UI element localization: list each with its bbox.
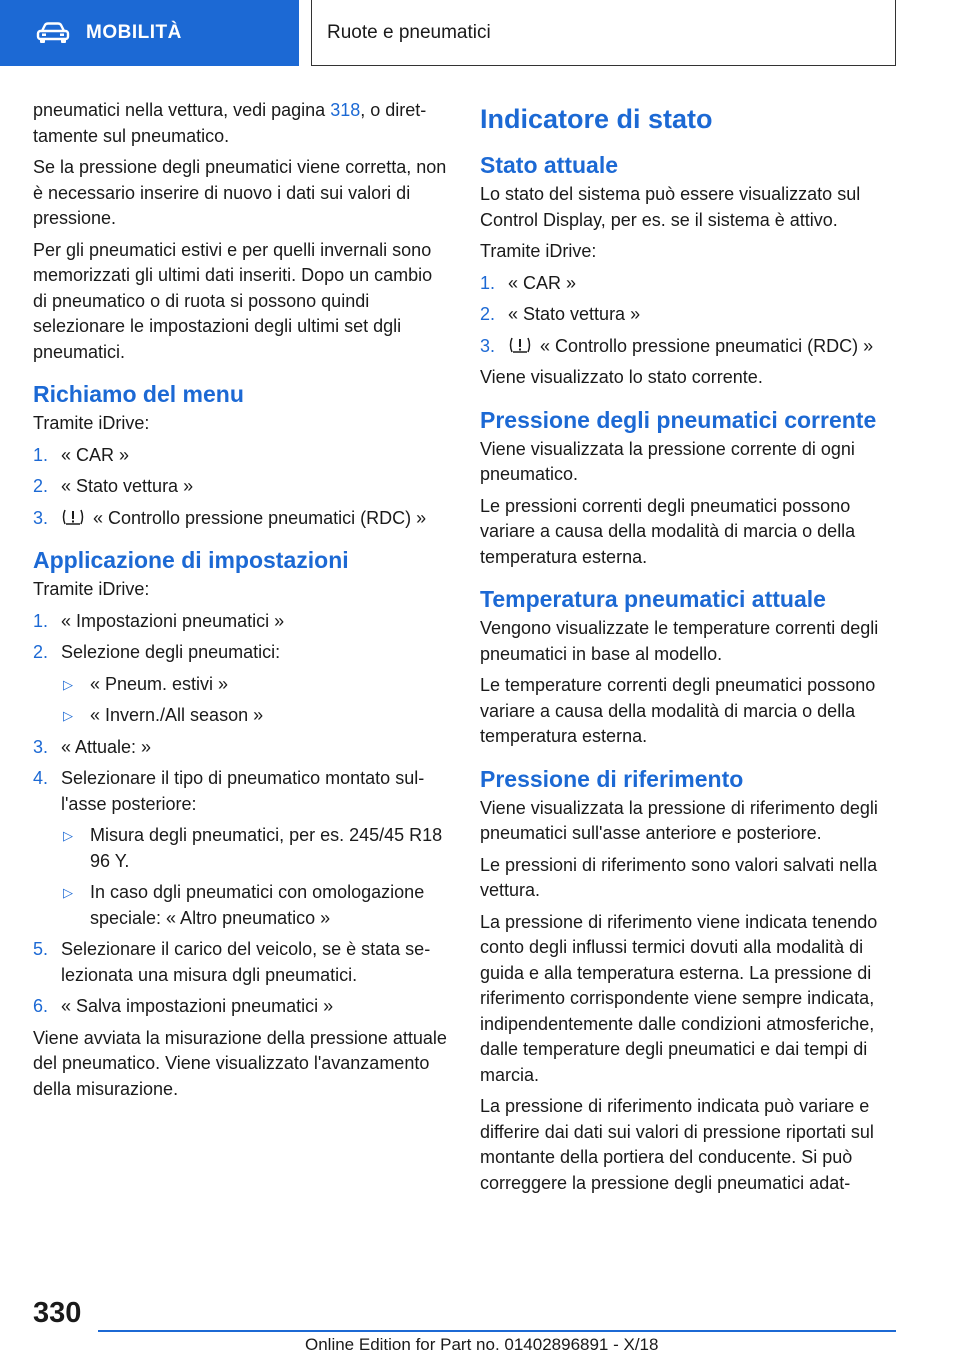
apply-steps — [33, 609, 448, 1020]
bullet-triangle-icon: ▷ — [63, 676, 73, 692]
list-item: 2. « Stato vettura » — [33, 476, 194, 496]
footer-divider — [98, 1330, 896, 1332]
page-number: 330 — [33, 1297, 82, 1329]
main-heading: Indicatore di stato — [480, 104, 713, 134]
list-item: 1. « CAR » — [480, 272, 577, 293]
menu-steps — [33, 443, 448, 532]
paragraph: Lo stato del sistema può essere visualizzato sul Control Display, per es. se il sistema è attivo. — [480, 184, 861, 230]
heading-temperature: Temperatura pneumatici attuale — [480, 586, 826, 612]
paragraph: Viene avviata la misurazione della pressione attuale del pneumatico. Viene visualizzato l'avanzamento della misurazione. — [33, 1027, 447, 1099]
bullet-triangle-icon: ▷ — [63, 885, 73, 900]
paragraph: Vengono visualizzate le temperature correnti degli pneumatici in base al modello. — [480, 618, 879, 664]
list-item: 4. Selezionare il tipo di pneumatico montato sull'asse posteriore: ▷ Misura degli pneumatici, per es. 245/45 R18 96 Y. ▷ In caso dgli pneumatici con omologazione speciale: « Altro pneumatico » — [33, 766, 448, 931]
paragraph: La pressione di riferimento viene indicata tenendo conto degli influssi termici dovuti alla modalità di guida e alla temperatura esterna. La pressione di riferimento corrispondente viene sempre indicata, indipendentemente dalle condizioni atmosferiche, dalle temperature degli pneumatici e dai tempi di marcia. — [480, 911, 878, 1085]
paragraph: Viene visualizzata la pressione corrente di ogni pneumatico. — [480, 438, 855, 484]
sub-list — [61, 672, 448, 729]
paragraph: Se la pressione degli pneumatici viene corretta, non è necessario inserire di nuovo i dati sui valori di pressione. — [33, 157, 447, 228]
page-link[interactable]: 318 — [330, 100, 361, 120]
paragraph: Viene visualizzato lo stato corrente. — [480, 367, 763, 387]
sub-list-item: ▷ « Pneum. estivi » — [61, 672, 448, 698]
tire-pressure-warning-icon — [61, 508, 85, 526]
list-item: 1. « CAR » — [33, 444, 130, 465]
page-header — [0, 0, 960, 66]
list-item: 3. « Controllo pressione pneumatici (RDC) » — [33, 507, 427, 528]
heading-apply: Applicazione di impostazioni — [33, 547, 349, 573]
section-tab — [0, 0, 299, 66]
list-item: 2. Selezione degli pneumatici: ▷ « Pneum. estivi » ▷ « Invern./All season » — [33, 640, 448, 729]
page-title-box — [311, 0, 896, 66]
paragraph: Le temperature correnti degli pneumatici possono variare a causa della modalità di marcia o della temperatura esterna. — [480, 675, 876, 746]
paragraph: Le pressioni correnti degli pneumatici possono variare a causa della modalità di marcia o della temperatura esterna. — [480, 495, 856, 567]
list-item: 2. « Stato vettura » — [480, 304, 641, 324]
bullet-triangle-icon: ▷ — [63, 828, 73, 843]
list-item: 3. « Attuale: » — [33, 736, 152, 757]
state-steps — [480, 271, 898, 360]
list-item: 5. Selezionare il carico del veicolo, se è stata selezionata una misura dgli pneumatici. — [33, 939, 431, 985]
paragraph: La pressione di riferimento indicata può variare e differire dai dati sui valori di pressione riportati sul montante della portiera del conducente. Si può correggere la pressione degli pneumatici adat- — [480, 1096, 874, 1193]
paragraph: pneumatici nella vettura, vedi pagina 318, o direttamente sul pneumatico. — [33, 100, 427, 146]
sub-list — [61, 823, 448, 931]
paragraph: Le pressioni di riferimento sono valori salvati nella vettura. — [480, 854, 878, 900]
right-column — [480, 98, 898, 1202]
heading-reference: Pressione di riferimento — [480, 765, 744, 792]
list-item: 6. « Salva impostazioni pneumatici » — [33, 996, 334, 1016]
paragraph: Viene visualizzata la pressione di riferimento degli pneumatici sull'asse anteriore e posteriore. — [480, 797, 878, 843]
paragraph: Tramite iDrive: — [480, 241, 597, 261]
paragraph: Per gli pneumatici estivi e per quelli invernali sono memorizzati gli ultimi dati inseriti. Dopo un cambio di pneumatico o di ruota si possono quindi selezionare le impostazioni degli ultimi set dgli pneumatici. — [33, 239, 433, 362]
sub-list-item: ▷ In caso dgli pneumatici con omologazione speciale: « Altro pneumatico » — [63, 882, 425, 928]
list-item: 3. « Controllo pressione pneumatici (RDC) » — [480, 335, 874, 356]
sub-list-item: ▷ Misura degli pneumatici, per es. 245/45 R18 96 Y. — [63, 825, 443, 871]
left-column — [33, 98, 448, 1108]
bullet-triangle-icon: ▷ — [63, 708, 73, 723]
edition-text: Online Edition for Part no. 01402896891 - X/18 — [305, 1335, 659, 1354]
car-icon — [36, 22, 70, 44]
paragraph: Tramite iDrive: — [33, 413, 150, 433]
sub-list-item: ▷ « Invern./All season » — [61, 703, 448, 729]
list-item: 1. « Impostazioni pneumatici » — [33, 610, 285, 631]
page-title: Ruote e pneumatici — [327, 21, 491, 43]
heading-menu: Richiamo del menu — [33, 381, 244, 407]
heading-pressure: Pressione degli pneumatici corrente — [480, 406, 877, 433]
section-label: MOBILITÀ — [86, 22, 182, 43]
heading-state: Stato attuale — [480, 152, 619, 178]
paragraph: Tramite iDrive: — [33, 579, 150, 599]
tire-pressure-warning-icon — [508, 336, 532, 354]
